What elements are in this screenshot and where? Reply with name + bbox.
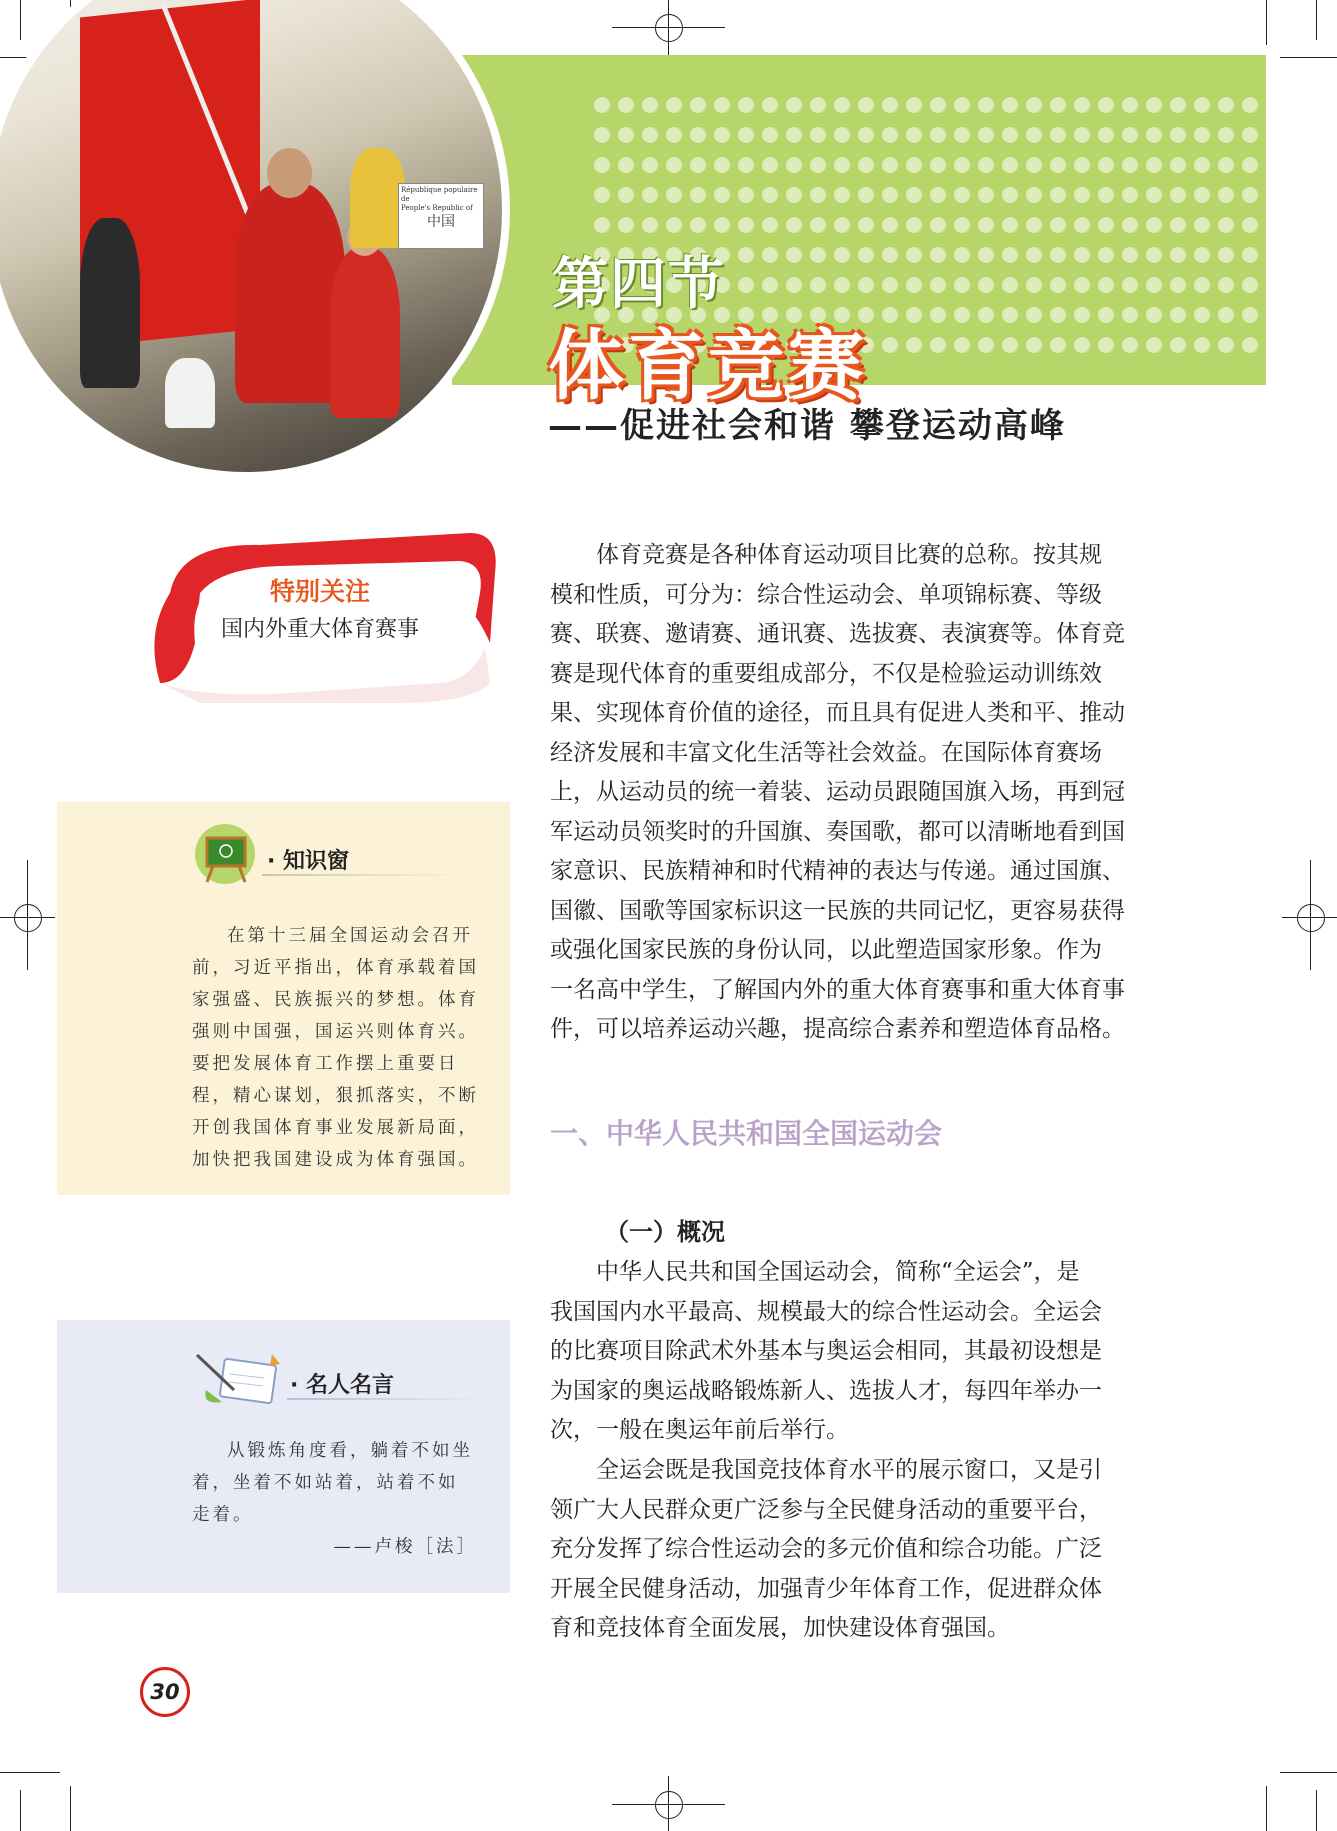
pattern-dot (1050, 97, 1066, 113)
pattern-dot (906, 337, 922, 353)
knowledge-text (192, 920, 497, 1176)
pattern-dot (738, 127, 754, 143)
pattern-dot (1002, 187, 1018, 203)
pattern-dot (906, 187, 922, 203)
body-line: 我国国内水平最高、规模最大的综合性运动会。全运会 (550, 1298, 1102, 1325)
pattern-dot (1146, 247, 1162, 263)
pattern-dot (930, 307, 946, 323)
intro-line: 家意识、民族精神和时代精神的表达与传递。通过国旗、 (550, 858, 1125, 884)
pattern-dot (1098, 157, 1114, 173)
pattern-dot (1122, 127, 1138, 143)
pattern-dot (786, 247, 802, 263)
pattern-dot (930, 187, 946, 203)
pattern-dot (786, 157, 802, 173)
pattern-dot (762, 127, 778, 143)
pattern-dot (1218, 247, 1234, 263)
pattern-dot (1098, 217, 1114, 233)
pattern-dot (858, 127, 874, 143)
pattern-dot (714, 127, 730, 143)
pattern-dot (618, 127, 634, 143)
pattern-dot (954, 97, 970, 113)
pattern-dot (810, 187, 826, 203)
pattern-dot (1218, 277, 1234, 293)
pattern-dot (954, 157, 970, 173)
pattern-dot (1194, 157, 1210, 173)
quote-text (192, 1435, 497, 1563)
pattern-dot (1098, 307, 1114, 323)
pattern-dot (1242, 307, 1258, 323)
pattern-dot (786, 217, 802, 233)
pattern-dot (954, 247, 970, 263)
pattern-dot (690, 157, 706, 173)
pattern-dot (690, 127, 706, 143)
pattern-dot (642, 157, 658, 173)
pattern-dot (810, 217, 826, 233)
pattern-dot (810, 127, 826, 143)
pattern-dot (834, 277, 850, 293)
pattern-dot (1026, 337, 1042, 353)
pattern-dot (1170, 127, 1186, 143)
intro-line: 赛是现代体育的重要组成部分，不仅是检验运动训练效 (550, 660, 1102, 687)
pattern-dot (1002, 277, 1018, 293)
pattern-dot (1026, 127, 1042, 143)
pattern-dot (1026, 157, 1042, 173)
knowledge-window-box (57, 802, 510, 1195)
pattern-dot (1170, 247, 1186, 263)
pattern-dot (882, 127, 898, 143)
intro-line: 赛、联赛、邀请赛、通讯赛、选拔赛、表演赛等。体育竞 (550, 621, 1125, 647)
pattern-dot (618, 97, 634, 113)
intro-line: 件，可以培养运动兴趣，提高综合素养和塑造体育品格。 (550, 1016, 1125, 1042)
pattern-dot (714, 187, 730, 203)
pattern-dot (1050, 217, 1066, 233)
pattern-dot (882, 97, 898, 113)
pattern-dot (1074, 187, 1090, 203)
pattern-dot (1146, 187, 1162, 203)
pattern-dot (906, 307, 922, 323)
overview-paragraph-2 (550, 1451, 1130, 1649)
pattern-dot (1002, 157, 1018, 173)
knowledge-line: 家强盛、民族振兴的梦想。体育 (192, 990, 479, 1010)
pattern-dot (714, 97, 730, 113)
pattern-dot (954, 307, 970, 323)
pattern-dot (594, 97, 610, 113)
pattern-dot (882, 277, 898, 293)
pattern-dot (882, 337, 898, 353)
pattern-dot (1122, 337, 1138, 353)
pattern-dot (1026, 97, 1042, 113)
pattern-dot (594, 127, 610, 143)
pattern-dot (1170, 337, 1186, 353)
knowledge-line: 开创我国体育事业发展新局面， (192, 1118, 479, 1138)
section-heading: 一、中华人民共和国全国运动会 (550, 1117, 943, 1150)
pattern-dot (786, 127, 802, 143)
pattern-dot (858, 97, 874, 113)
pattern-dot (1242, 247, 1258, 263)
pattern-dot (618, 187, 634, 203)
pattern-dot (642, 97, 658, 113)
pattern-dot (810, 97, 826, 113)
pattern-dot (1002, 127, 1018, 143)
intro-line: 一名高中学生，了解国内外的重大体育赛事和重大体育事 (550, 976, 1125, 1003)
page-subtitle: ——促进社会和谐 攀登运动高峰 (548, 406, 1066, 446)
pattern-dot (1170, 187, 1186, 203)
pattern-dot (930, 97, 946, 113)
pattern-dot (930, 247, 946, 263)
pattern-dot (1026, 217, 1042, 233)
body-line: 的比赛项目除武术外基本与奥运会相同，其最初设想是 (550, 1338, 1102, 1364)
pattern-dot (666, 157, 682, 173)
pattern-dot (978, 157, 994, 173)
pattern-dot (1122, 277, 1138, 293)
pattern-dot (954, 127, 970, 143)
pattern-dot (690, 187, 706, 203)
pattern-dot (666, 97, 682, 113)
pattern-dot (618, 217, 634, 233)
focus-banner (175, 560, 465, 660)
pattern-dot (1242, 127, 1258, 143)
pattern-dot (1194, 277, 1210, 293)
pattern-dot (1074, 127, 1090, 143)
quote-author: ——卢梭［法］ (333, 1537, 477, 1557)
quote-heading: · 名人名言 (290, 1373, 395, 1398)
intro-paragraph (550, 536, 1130, 1050)
knowledge-line: 在第十三届全国运动会召开 (227, 926, 473, 946)
pattern-dot (1146, 157, 1162, 173)
pattern-dot (1218, 217, 1234, 233)
pattern-dot (930, 277, 946, 293)
pattern-dot (954, 217, 970, 233)
pattern-dot (930, 157, 946, 173)
pattern-dot (1194, 187, 1210, 203)
pattern-dot (762, 247, 778, 263)
pattern-dot (1050, 127, 1066, 143)
pattern-dot (978, 217, 994, 233)
pattern-dot (1050, 337, 1066, 353)
pattern-dot (666, 217, 682, 233)
intro-line: 经济发展和丰富文化生活等社会效益。在国际体育赛场 (550, 739, 1102, 766)
intro-line: 体育竞赛是各种体育运动项目比赛的总称。按其规 (596, 542, 1102, 568)
body-line: 中华人民共和国全国运动会，简称“全运会”，是 (596, 1259, 1080, 1285)
pattern-dot (978, 277, 994, 293)
pattern-dot (1170, 157, 1186, 173)
pattern-dot (738, 247, 754, 263)
pattern-dot (1218, 157, 1234, 173)
pattern-dot (1194, 217, 1210, 233)
pattern-dot (930, 217, 946, 233)
pattern-dot (1218, 127, 1234, 143)
pattern-dot (1194, 127, 1210, 143)
pattern-dot (642, 217, 658, 233)
intro-line: 或强化国家民族的身份认同，以此塑造国家形象。作为 (550, 937, 1102, 963)
intro-line: 上，从运动员的统一着装、运动员跟随国旗入场，再到冠 (550, 779, 1125, 805)
pattern-dot (930, 127, 946, 143)
pattern-dot (1074, 157, 1090, 173)
quote-line: 从锻炼角度看，躺着不如坐 (227, 1441, 473, 1461)
pattern-dot (978, 187, 994, 203)
pattern-dot (1194, 97, 1210, 113)
pattern-dot (1002, 97, 1018, 113)
pattern-dot (1026, 307, 1042, 323)
pattern-dot (834, 247, 850, 263)
body-line: 育和竞技体育全面发展，加快建设体育强国。 (550, 1615, 1010, 1641)
pattern-dot (1122, 187, 1138, 203)
heading-underline (287, 1398, 487, 1400)
pattern-dot (1050, 157, 1066, 173)
pattern-dot (978, 97, 994, 113)
pattern-dot (1026, 277, 1042, 293)
pattern-dot (1002, 247, 1018, 263)
pattern-dot (1242, 97, 1258, 113)
pattern-dot (1194, 247, 1210, 263)
pattern-dot (1002, 337, 1018, 353)
pattern-dot (1098, 277, 1114, 293)
pattern-dot (738, 277, 754, 293)
pattern-dot (1146, 127, 1162, 143)
pattern-dot (1050, 187, 1066, 203)
pattern-dot (834, 187, 850, 203)
intro-line: 模和性质，可分为：综合性运动会、单项锦标赛、等级 (550, 581, 1102, 608)
pattern-dot (954, 277, 970, 293)
pattern-dot (810, 277, 826, 293)
pattern-dot (1170, 307, 1186, 323)
focus-subtitle: 国内外重大体育赛事 (220, 617, 419, 642)
pattern-dot (882, 247, 898, 263)
knowledge-line: 加快把我国建设成为体育强国。 (192, 1150, 479, 1170)
knowledge-line: 程，精心谋划，狠抓落实，不断 (192, 1086, 479, 1106)
pattern-dot (1146, 217, 1162, 233)
pattern-dot (1074, 307, 1090, 323)
pattern-dot (906, 97, 922, 113)
pattern-dot (618, 157, 634, 173)
pattern-dot (1002, 217, 1018, 233)
pattern-dot (930, 337, 946, 353)
notebook-pen-icon (192, 1350, 302, 1410)
pattern-dot (834, 157, 850, 173)
pattern-dot (906, 217, 922, 233)
pattern-dot (642, 127, 658, 143)
body-line: 开展全民健身活动，加强青少年体育工作，促进群众体 (550, 1575, 1102, 1602)
pattern-dot (594, 157, 610, 173)
pattern-dot (906, 157, 922, 173)
body-line: 为国家的奥运战略锻炼新人、选拔人才，每四年举办一 (550, 1377, 1102, 1404)
pattern-dot (738, 157, 754, 173)
pattern-dot (810, 157, 826, 173)
body-line: 全运会既是我国竞技体育水平的展示窗口，又是引 (596, 1457, 1102, 1483)
pattern-dot (906, 247, 922, 263)
pattern-dot (594, 217, 610, 233)
pattern-dot (1122, 157, 1138, 173)
country-sign: République populaire de People's Republic of 中国 (398, 183, 484, 249)
pattern-dot (1242, 157, 1258, 173)
pattern-dot (642, 187, 658, 203)
pattern-dot (762, 157, 778, 173)
intro-line: 国徽、国歌等国家标识这一民族的共同记忆，更容易获得 (550, 897, 1125, 924)
quote-line: 着，坐着不如站着，站着不如 (192, 1473, 459, 1493)
pattern-dot (1050, 307, 1066, 323)
pattern-dot (1002, 307, 1018, 323)
pattern-dot (978, 307, 994, 323)
pattern-dot (906, 277, 922, 293)
pattern-dot (786, 277, 802, 293)
pattern-dot (1074, 277, 1090, 293)
pattern-dot (858, 217, 874, 233)
pattern-dot (810, 247, 826, 263)
pattern-dot (1122, 247, 1138, 263)
pattern-dot (762, 217, 778, 233)
pattern-dot (1146, 337, 1162, 353)
pattern-dot (978, 337, 994, 353)
pattern-dot (1098, 187, 1114, 203)
pattern-dot (666, 187, 682, 203)
pattern-dot (1122, 307, 1138, 323)
pattern-dot (1098, 97, 1114, 113)
pattern-dot (858, 247, 874, 263)
pattern-dot (1074, 247, 1090, 263)
pattern-dot (1074, 97, 1090, 113)
blackboard-icon (195, 824, 271, 888)
pattern-dot (1026, 247, 1042, 263)
pattern-dot (1170, 277, 1186, 293)
pattern-dot (834, 217, 850, 233)
pattern-dot (786, 187, 802, 203)
knowledge-line: 强则中国强，国运兴则体育兴。 (192, 1022, 479, 1042)
pattern-dot (1218, 307, 1234, 323)
pattern-dot (1242, 277, 1258, 293)
pattern-dot (738, 217, 754, 233)
pattern-dot (666, 127, 682, 143)
chapter-label: 第四节 (552, 252, 726, 317)
page-title: 体育竞赛 (548, 321, 868, 410)
intro-line: 军运动员领奖时的升国旗、奏国歌，都可以清晰地看到国 (550, 818, 1125, 845)
pattern-dot (858, 187, 874, 203)
pattern-dot (882, 307, 898, 323)
pattern-dot (858, 277, 874, 293)
page-number: 30 (140, 1667, 190, 1717)
pattern-dot (1242, 217, 1258, 233)
pattern-dot (762, 97, 778, 113)
pattern-dot (1098, 337, 1114, 353)
pattern-dot (834, 127, 850, 143)
pattern-dot (762, 187, 778, 203)
quote-line: 走着。 (192, 1505, 254, 1525)
knowledge-line: 前，习近平指出，体育承载着国 (192, 958, 479, 978)
pattern-dot (1170, 217, 1186, 233)
pattern-dot (690, 217, 706, 233)
knowledge-heading: · 知识窗 (267, 849, 350, 874)
pattern-dot (714, 157, 730, 173)
intro-line: 果、实现体育价值的途径，而且具有促进人类和平、推动 (550, 700, 1125, 726)
pattern-dot (1194, 307, 1210, 323)
pattern-dot (594, 187, 610, 203)
body-line: 次，一般在奥运年前后举行。 (550, 1417, 849, 1443)
pattern-dot (954, 187, 970, 203)
pattern-dot (1074, 217, 1090, 233)
pattern-dot (1218, 187, 1234, 203)
pattern-dot (1242, 187, 1258, 203)
overview-paragraph-1 (550, 1253, 1130, 1451)
pattern-dot (1122, 97, 1138, 113)
pattern-dot (1218, 337, 1234, 353)
pattern-dot (1122, 217, 1138, 233)
pattern-dot (1218, 97, 1234, 113)
pattern-dot (1098, 127, 1114, 143)
pattern-dot (738, 97, 754, 113)
pattern-dot (1074, 337, 1090, 353)
pattern-dot (978, 127, 994, 143)
pattern-dot (1170, 97, 1186, 113)
pattern-dot (1050, 277, 1066, 293)
heading-underline (262, 874, 462, 876)
pattern-dot (954, 337, 970, 353)
pattern-dot (1050, 247, 1066, 263)
pattern-dot (858, 157, 874, 173)
pattern-dot (834, 97, 850, 113)
pattern-dot (786, 97, 802, 113)
pattern-dot (882, 217, 898, 233)
pattern-dot (882, 157, 898, 173)
focus-title: 特别关注 (269, 577, 370, 606)
pattern-dot (1026, 187, 1042, 203)
pattern-dot (1146, 97, 1162, 113)
pattern-dot (906, 127, 922, 143)
pattern-dot (738, 187, 754, 203)
pattern-dot (882, 187, 898, 203)
body-line: 充分发挥了综合性运动会的多元价值和综合功能。广泛 (550, 1536, 1102, 1562)
pattern-dot (978, 247, 994, 263)
pattern-dot (714, 217, 730, 233)
pattern-dot (1098, 247, 1114, 263)
knowledge-line: 要把发展体育工作摆上重要日 (192, 1054, 459, 1074)
pattern-dot (690, 97, 706, 113)
body-line: 领广大人民群众更广泛参与全民健身活动的重要平台， (550, 1496, 1102, 1523)
pattern-dot (1194, 337, 1210, 353)
subsection-heading: （一）概况 (605, 1217, 725, 1246)
pattern-dot (1242, 337, 1258, 353)
famous-quote-box (57, 1320, 510, 1593)
pattern-dot (1146, 307, 1162, 323)
pattern-dot (1146, 277, 1162, 293)
pattern-dot (762, 277, 778, 293)
